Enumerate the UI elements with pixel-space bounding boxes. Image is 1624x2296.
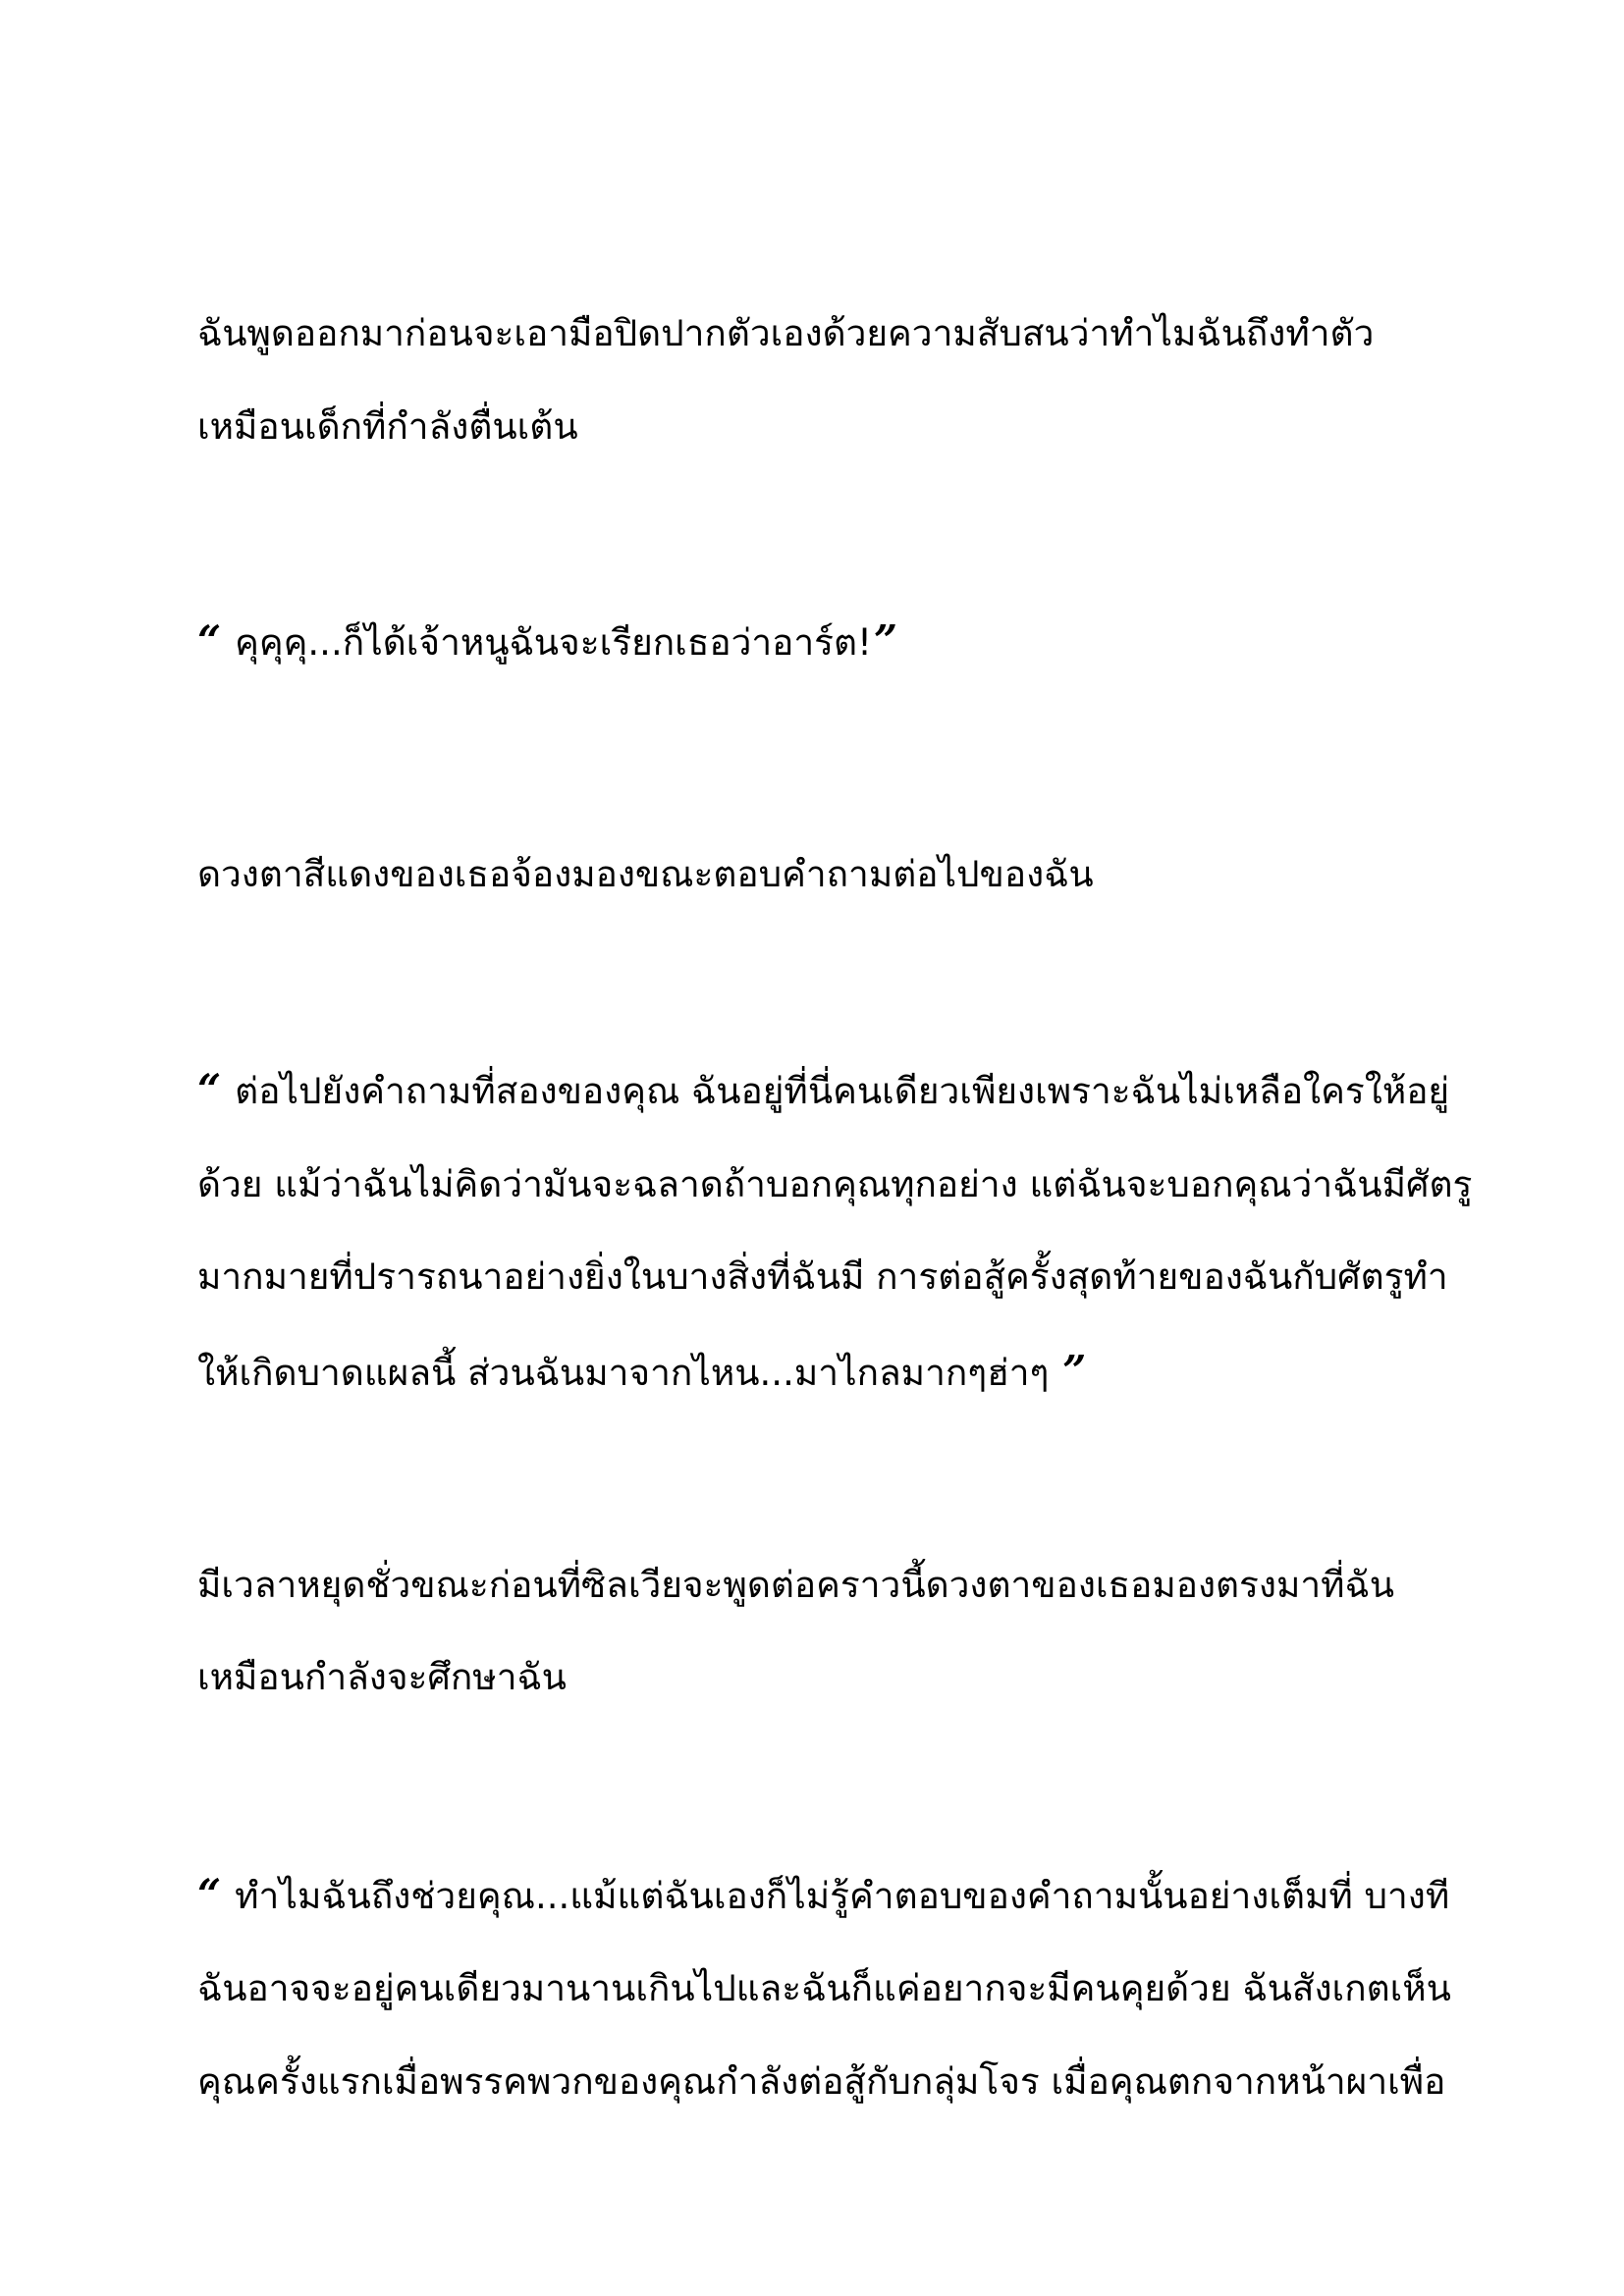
paragraph-1-line-2: เหมือนเด็กที่กำลังตื่นเต้น bbox=[197, 405, 578, 448]
paragraph-4-text-1: ต่อไปยังคำถามที่สองของคุณ ฉันอยู่ที่นี่คนเดียวเพียงเพราะฉันไม่เหลือใครให้อยู่ bbox=[235, 1070, 1450, 1112]
paragraph-4-line-2: ด้วย แม้ว่าฉันไม่คิดว่ามันจะฉลาดถ้าบอกคุณทุกอย่าง แต่ฉันจะบอกคุณว่าฉันมีศัตรู bbox=[197, 1163, 1473, 1205]
paragraph-4-line-1 bbox=[197, 1062, 1474, 1119]
paragraph-6-line-3: คุณครั้งแรกเมื่อพรรคพวกของคุณกำลังต่อสู้กับกลุ่มโจร เมื่อคุณตกจากหน้าผาเพื่อ bbox=[197, 2060, 1446, 2103]
close-quote-mark: ” bbox=[1062, 1347, 1087, 1395]
paragraph-5-line-1: มีเวลาหยุดชั่วขณะก่อนที่ซิลเวียจะพูดต่อคราวนี้ดวงตาของเธอมองตรงมาที่ฉัน bbox=[197, 1564, 1395, 1606]
paragraph-6-line-2: ฉันอาจจะอยู่คนเดียวมานานเกินไปและฉันก็แค่อยากจะมีคนคุยด้วย ฉันสังเกตเห็น bbox=[197, 1967, 1451, 2009]
paragraph-3-line-1: ดวงตาสีแดงของเธอจ้องมองขณะตอบคำถามต่อไปของฉัน bbox=[197, 853, 1094, 895]
paragraph-1-line-1: ฉันพูดออกมาก่อนจะเอามือปิดปากตัวเองด้วยความสับสนว่าทำไมฉันถึงทำตัว bbox=[197, 312, 1375, 354]
open-quote-mark: “ bbox=[197, 1870, 222, 1918]
paragraph-2-line-1 bbox=[197, 614, 1474, 670]
paragraph-5-line-2: เหมือนกำลังจะศึกษาฉัน bbox=[197, 1656, 567, 1698]
paragraph-4-line-4 bbox=[197, 1344, 1474, 1401]
paragraph-4-line-3: มากมายที่ปรารถนาอย่างยิ่งในบางสิ่งที่ฉันมี การต่อสู้ครั้งสุดท้ายของฉันกับศัตรูทำ bbox=[197, 1255, 1448, 1298]
open-quote-mark: “ bbox=[197, 616, 222, 665]
paragraph-4-text-4: ให้เกิดบาดแผลนี้ ส่วนฉันมาจากไหน...มาไกลมากๆฮ่าๆ bbox=[197, 1352, 1061, 1394]
paragraph-6-text-1: ทำไมฉันถึงช่วยคุณ...แม้แต่ฉันเองก็ไม่รู้คำตอบของคำถามนั้นอย่างเต็มที่ บางที bbox=[235, 1875, 1450, 1917]
paragraph-2-text: คุคุคุ...ก็ได้เจ้าหนูฉันจะเรียกเธอว่าอาร์ต! bbox=[235, 621, 872, 664]
open-quote-mark: “ bbox=[197, 1065, 222, 1113]
close-quote-mark: ” bbox=[873, 616, 898, 665]
paragraph-6-line-1 bbox=[197, 1867, 1474, 1924]
